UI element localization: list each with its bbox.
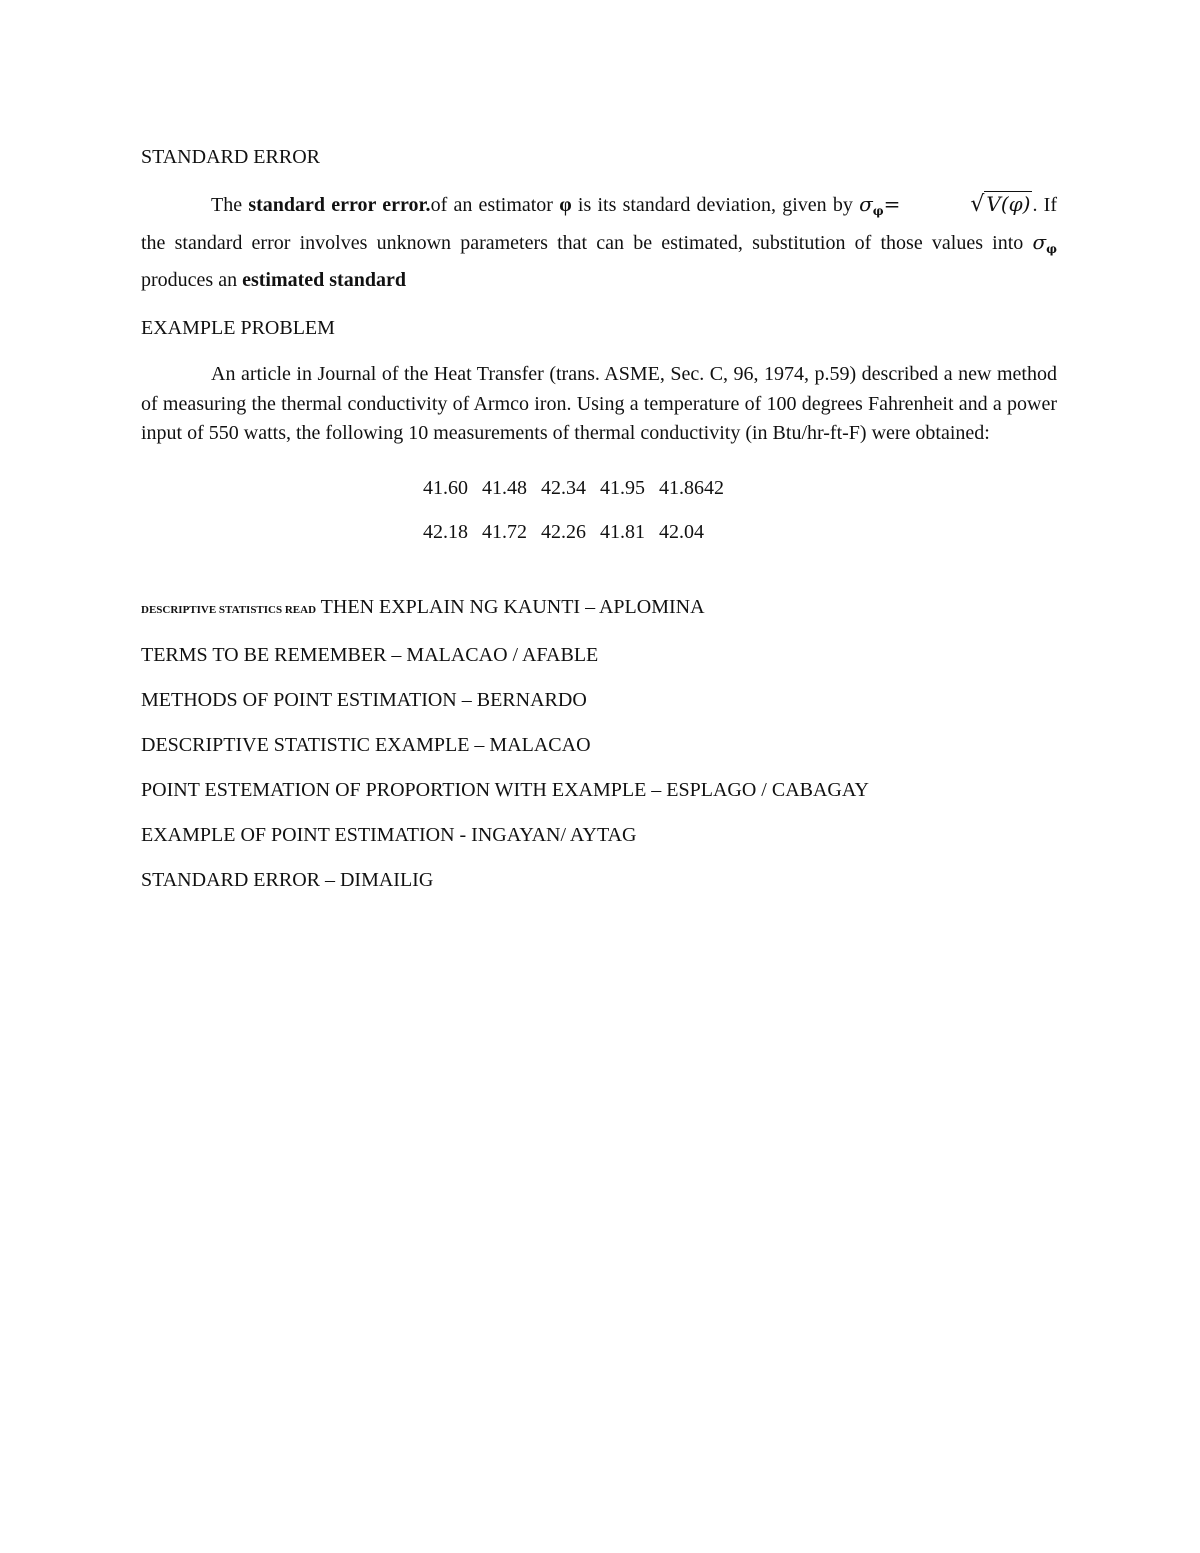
list-item: POINT ESTEMATION OF PROPORTION WITH EXAMPLE – ESPLAGO / CABAGAY (141, 778, 869, 801)
phi-symbol: φ (559, 194, 572, 216)
list-item: DESCRIPTIVE STATISTICS READ THEN EXPLAIN NG KAUNTI – APLOMINA (141, 595, 705, 618)
table-cell: 41.72 (482, 521, 527, 543)
sigma-formula: $\sigma_\varphi=$ √ V(φ) (859, 192, 1032, 216)
sigma-symbol: $\sigma_\varphi$ (1032, 230, 1057, 256)
list-item: TERMS TO BE REMEMBER – MALACAO / AFABLE (141, 643, 599, 666)
table-cell: 41.48 (482, 477, 527, 499)
table-cell: 42.04 (659, 521, 704, 543)
table-row (423, 467, 738, 511)
document-page (141, 143, 1057, 903)
table-cell: 41.95 (600, 477, 645, 499)
table-cell: 41.8642 (659, 477, 724, 499)
table-row (423, 511, 738, 555)
term-estimated-standard: estimated standard (242, 269, 406, 291)
table-cell: 42.18 (423, 521, 468, 543)
list-item: EXAMPLE OF POINT ESTIMATION - INGAYAN/ AYTAG (141, 823, 637, 846)
term-standard-error: standard error error. (248, 194, 431, 216)
example-problem-paragraph: An article in Journal of the Heat Transfer (trans. ASME, Sec. C, 96, 1974, p.59) described a new method of measuring the thermal conductivity of Armco iron. Using a temperature of 100 degrees Fahrenheit and a power input of 550 watts, the following 10 measurements of thermal conductivity (in Btu/hr-ft-F) were obtained: (141, 363, 1057, 444)
measurements-table (423, 467, 738, 555)
table-cell: 42.26 (541, 521, 586, 543)
table-cell: 41.81 (600, 521, 645, 543)
table-cell: 41.60 (423, 477, 468, 499)
list-item: DESCRIPTIVE STATISTIC EXAMPLE – MALACAO (141, 733, 591, 756)
list-item: STANDARD ERROR – DIMAILIG (141, 868, 434, 891)
section-heading-standard-error: STANDARD ERROR (141, 146, 320, 168)
square-root: √ V(φ) (970, 192, 1031, 217)
list-item: METHODS OF POINT ESTIMATION – BERNARDO (141, 688, 587, 711)
table-cell: 42.34 (541, 477, 586, 499)
section-heading-example-problem: EXAMPLE PROBLEM (141, 317, 335, 339)
standard-error-paragraph: The standard error error.of an estimator φ is its standard deviation, given by $\sigma_\varphi=$ √ V(φ) . If the standard error involves unknown parameters that can be estimated, substitution of those values into $\sigma_\varphi$ produces an estimated standard (141, 189, 1057, 296)
assignment-list (141, 585, 1057, 903)
